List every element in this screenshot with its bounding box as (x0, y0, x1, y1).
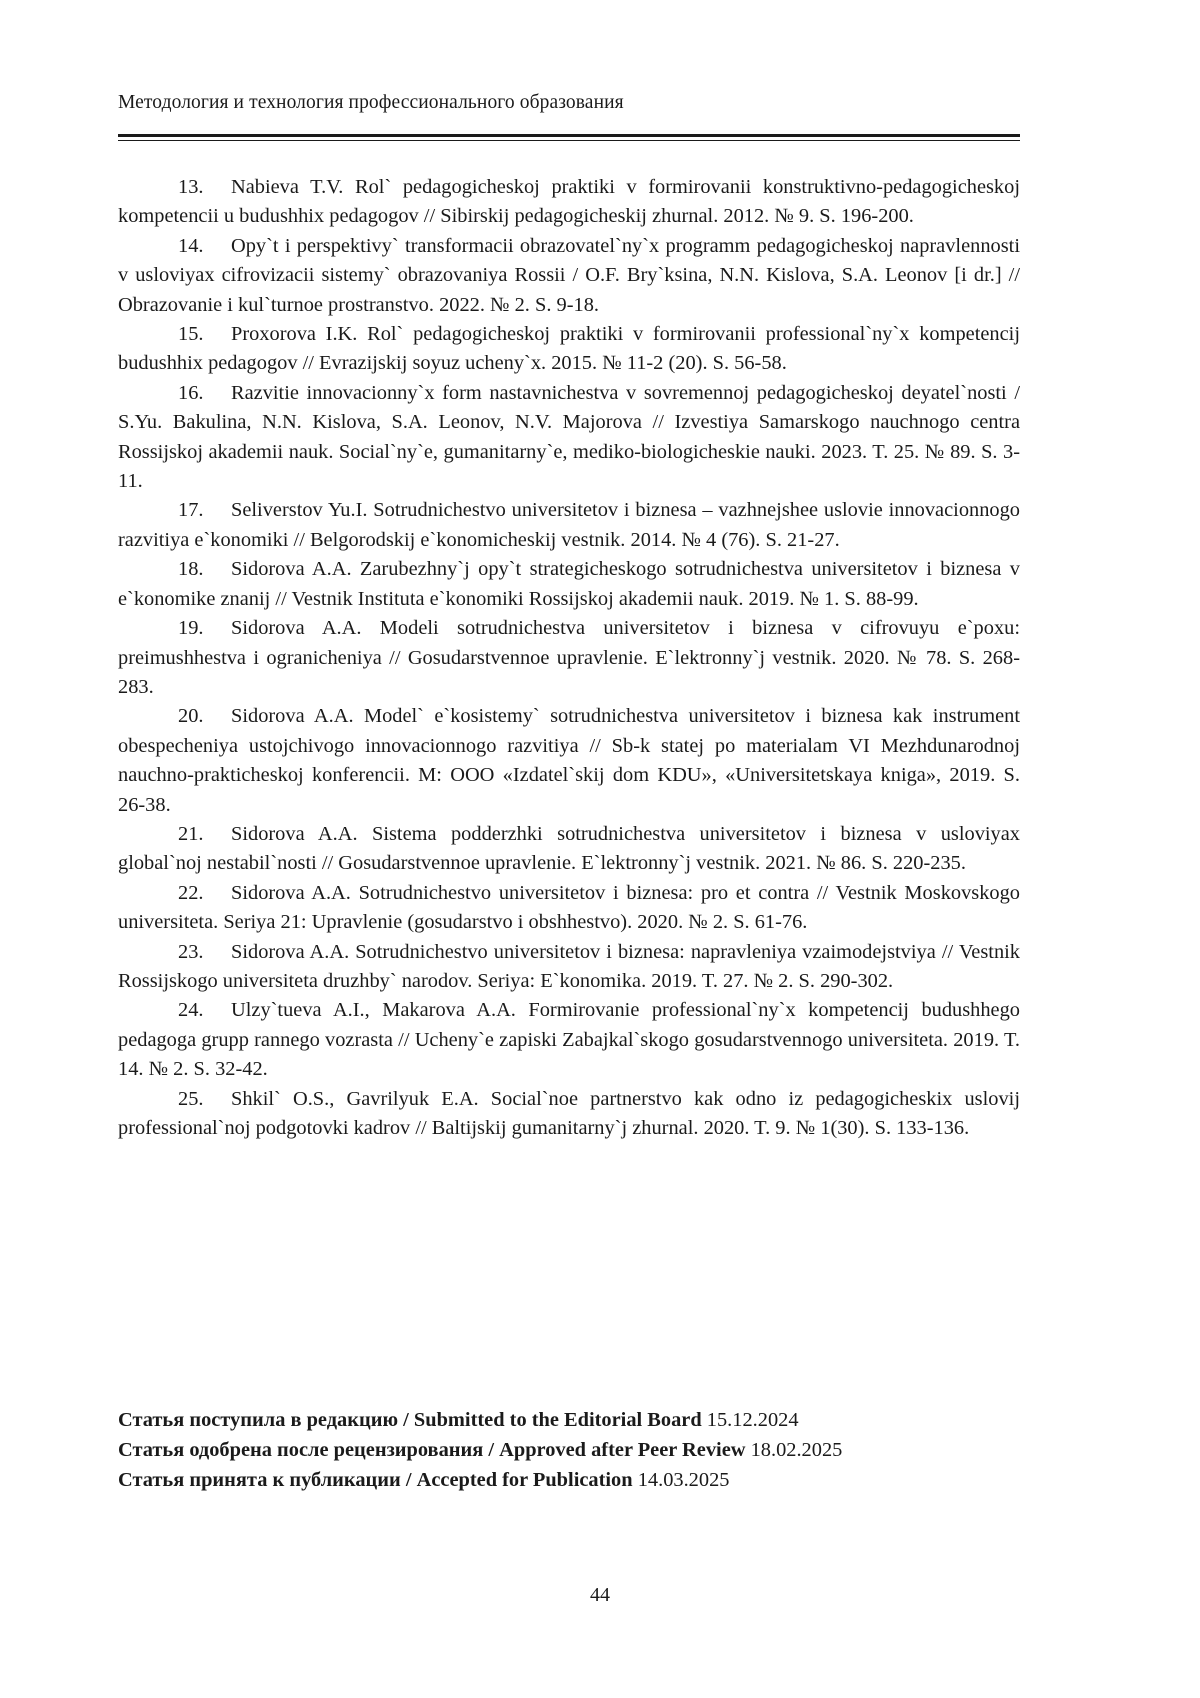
reference-text: Sidorova A.A. Modeli sotrudnichestva universitetov i biznesa v cifrovuyu e`poxu: preimushhestva i ogranicheniya // Gosudarstvennoe upravlenie. E`lektronny`j vestnik. 2020. № 78. S. 268-283. (118, 617, 1020, 698)
reference-item (118, 232, 1020, 320)
accepted-label: Статья принята к публикации / Accepted for Publication (118, 1469, 633, 1491)
reference-number: 20. (178, 705, 204, 728)
reference-item (118, 379, 1020, 497)
reference-number: 16. (178, 381, 204, 404)
approved-label: Статья одобрена после рецензирования / Approved after Peer Review (118, 1439, 746, 1461)
header-rule-thin (118, 140, 1020, 141)
reference-item (118, 702, 1020, 820)
reference-number: 24. (178, 999, 204, 1022)
reference-item (118, 1085, 1020, 1144)
reference-text: Sidorova A.A. Sotrudnichestvo universitetov i biznesa: napravleniya vzaimodejstviya // Vestnik Rossijskogo universiteta druzhby` narodov. Seriya: E`konomika. 2019. T. 27. № 2. S. 290-302. (118, 940, 1020, 992)
reference-text: Seliverstov Yu.I. Sotrudnichestvo universitetov i biznesa – vazhnejshee uslovie innovacionnogo razvitiya e`konomiki // Belgorodskij e`konomicheskij vestnik. 2014. № 4 (76). S. 21-27. (118, 499, 1020, 551)
reference-item (118, 614, 1020, 702)
running-header: Методология и технология профессионального образования (118, 92, 624, 113)
approved-line (118, 1435, 1020, 1465)
editorial-dates (118, 1405, 1020, 1495)
reference-number: 13. (178, 176, 204, 198)
reference-text: Nabieva T.V. Rol` pedagogicheskoj praktiki v formirovanii konstruktivno-pedagogicheskoj kompetencii u budushhix pedagogov // Sibirskij pedagogicheskij zhurnal. 2012. № 9. S. 196-200. (118, 176, 1020, 228)
reference-number: 23. (178, 940, 204, 963)
page-number: 44 (590, 1584, 610, 1606)
reference-number: 19. (178, 617, 204, 640)
reference-text: Shkil` O.S., Gavrilyuk E.A. Social`noe partnerstvo kak odno iz pedagogicheskix uslovij professional`noj podgotovki kadrov // Baltijskij gumanitarny`j zhurnal. 2020. T. 9. № 1(30). S. 133-136. (118, 1087, 1020, 1139)
submitted-date: 15.12.2024 (706, 1409, 799, 1431)
reference-number: 22. (178, 881, 204, 904)
reference-number: 25. (178, 1087, 204, 1110)
reference-number: 15. (178, 323, 204, 346)
reference-item (118, 555, 1020, 614)
reference-number: 21. (178, 822, 204, 845)
reference-text: Sidorova A.A. Sistema podderzhki sotrudnichestva universitetov i biznesa v usloviyax global`noj nestabil`nosti // Gosudarstvennoe upravlenie. E`lektronny`j vestnik. 2021. № 86. S. 220-235. (118, 822, 1020, 875)
reference-list (118, 173, 1020, 1143)
accepted-date: 14.03.2025 (637, 1469, 730, 1491)
submitted-label: Статья поступила в редакцию / Submitted to the Editorial Board (118, 1409, 702, 1431)
reference-item (118, 996, 1020, 1084)
reference-number: 18. (178, 558, 204, 581)
reference-number: 17. (178, 499, 204, 522)
reference-text: Razvitie innovacionny`x form nastavnichestva v sovremennoj pedagogicheskoj deyatel`nosti / S.Yu. Bakulina, N.N. Kislova, S.A. Leonov, N.V. Majorova // Izvestiya Samarskogo nauchnogo centra Rossijskoj akademii nauk. Social`ny`e, gumanitarny`e, mediko-biologicheskie nauki. 2023. T. 25. № 89. S. 3-11. (118, 381, 1020, 493)
reference-item (118, 496, 1020, 555)
reference-text: Opy`t i perspektivy` transformacii obrazovatel`ny`x programm pedagogicheskoj napravlennosti v usloviyax cifrovizacii sistemy` obrazovaniya Rossii / O.F. Bry`ksina, N.N. Kislova, S.A. Leonov [i dr.] // Obrazovanie i kul`turnoe prostranstvo. 2022. № 2. S. 9-18. (118, 234, 1020, 316)
reference-item (118, 938, 1020, 997)
reference-text: Sidorova A.A. Zarubezhny`j opy`t strategicheskogo sotrudnichestva universitetov i biznesa v e`konomike znanij // Vestnik Instituta e`konomiki Rossijskoj akademii nauk. 2019. № 1. S. 88-99. (118, 558, 1020, 610)
reference-text: Sidorova A.A. Sotrudnichestvo universitetov i biznesa: pro et contra // Vestnik Moskovskogo universiteta. Seriya 21: Upravlenie (gosudarstvo i obshhestvo). 2020. № 2. S. 61-76. (118, 881, 1020, 934)
reference-item (118, 820, 1020, 879)
accepted-line (118, 1465, 1020, 1495)
reference-number: 14. (178, 234, 204, 257)
reference-item (118, 320, 1020, 379)
approved-date: 18.02.2025 (750, 1439, 843, 1461)
reference-text: Proxorova I.K. Rol` pedagogicheskoj praktiki v formirovanii professional`ny`x kompetencij budushhix pedagogov // Evrazijskij soyuz ucheny`x. 2015. № 11-2 (20). S. 56-58. (118, 323, 1020, 375)
submitted-line (118, 1405, 1020, 1435)
reference-item (118, 173, 1020, 232)
reference-text: Sidorova A.A. Model` e`kosistemy` sotrudnichestva universitetov i biznesa kak instrument obespecheniya ustojchivogo innovacionnogo razvitiya // Sb-k statej po materialam VI Mezhdunarodnoj nauchno-prakticheskoj konferencii. M: OOO «Izdatel`skij dom KDU», «Universitetskaya kniga», 2019. S. 26-38. (118, 705, 1020, 816)
reference-text: Ulzy`tueva A.I., Makarova A.A. Formirovanie professional`ny`x kompetencij budushhego pedagoga grupp rannego vozrasta // Ucheny`e zapiski Zabajkal`skogo gosudarstvennogo universiteta. 2019. T. 14. № 2. S. 32-42. (118, 999, 1020, 1081)
reference-item (118, 879, 1020, 938)
header-rule-thick (118, 134, 1020, 137)
